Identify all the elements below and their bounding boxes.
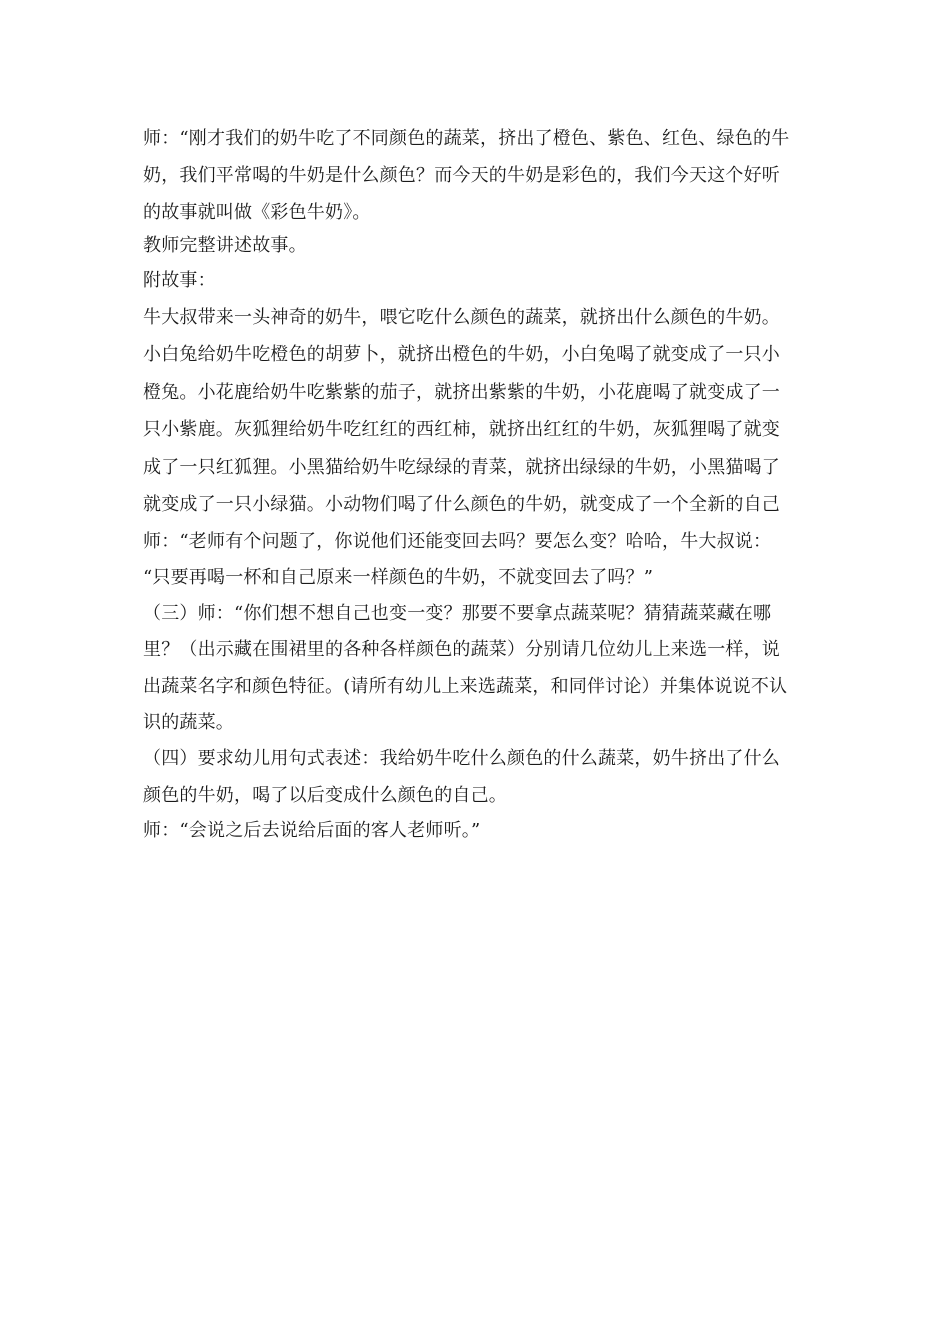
text-line: 师：“老师有个问题了，你说他们还能变回去吗？要怎么变？哈哈，牛大叔说： [143,531,772,552]
text-line: 附故事： [143,270,216,291]
text-line: 成了一只红狐狸。小黑猫给奶牛吃绿绿的青菜，就挤出绿绿的牛奶，小黑猫喝了 [143,457,780,478]
text-line: （三）师：“你们想不想自己也变一变？那要不要拿点蔬菜呢？猜猜蔬菜藏在哪 [143,603,772,624]
text-line: 奶，我们平常喝的牛奶是什么颜色？而今天的牛奶是彩色的，我们今天这个好听 [143,165,780,186]
text-line: 师：“会说之后去说给后面的客人老师听。” [143,820,481,841]
text-line: 牛大叔带来一头神奇的奶牛，喂它吃什么颜色的蔬菜，就挤出什么颜色的牛奶。 [143,307,780,328]
text-line: 只小紫鹿。灰狐狸给奶牛吃红红的西红柿，就挤出红红的牛奶，灰狐狸喝了就变 [143,419,780,440]
text-line: 识的蔬菜。 [143,712,234,733]
text-line: “只要再喝一杯和自己原来一样颜色的牛奶，不就变回去了吗？” [143,567,654,588]
text-line: 橙兔。小花鹿给奶牛吃紫紫的茄子，就挤出紫紫的牛奶，小花鹿喝了就变成了一 [143,382,780,403]
text-line: 师：“刚才我们的奶牛吃了不同颜色的蔬菜，挤出了橙色、紫色、红色、绿色的牛 [143,128,790,149]
text-line: 颜色的牛奶，喝了以后变成什么颜色的自己。 [143,785,507,806]
text-line: 教师完整讲述故事。 [143,235,307,256]
text-line: 小白兔给奶牛吃橙色的胡萝卜，就挤出橙色的牛奶，小白兔喝了就变成了一只小 [143,344,780,365]
text-line: 就变成了一只小绿猫。小动物们喝了什么颜色的牛奶，就变成了一个全新的自己 [143,494,780,515]
text-line: 的故事就叫做《彩色牛奶》。 [143,202,371,223]
text-line: 出蔬菜名字和颜色特征。(请所有幼儿上来选蔬菜，和同伴讨论）并集体说说不认 [143,676,788,697]
text-line: 里？（出示藏在围裙里的各种各样颜色的蔬菜）分别请几位幼儿上来选一样，说 [143,639,780,660]
text-line: （四）要求幼儿用句式表述：我给奶牛吃什么颜色的什么蔬菜，奶牛挤出了什么 [143,748,780,769]
